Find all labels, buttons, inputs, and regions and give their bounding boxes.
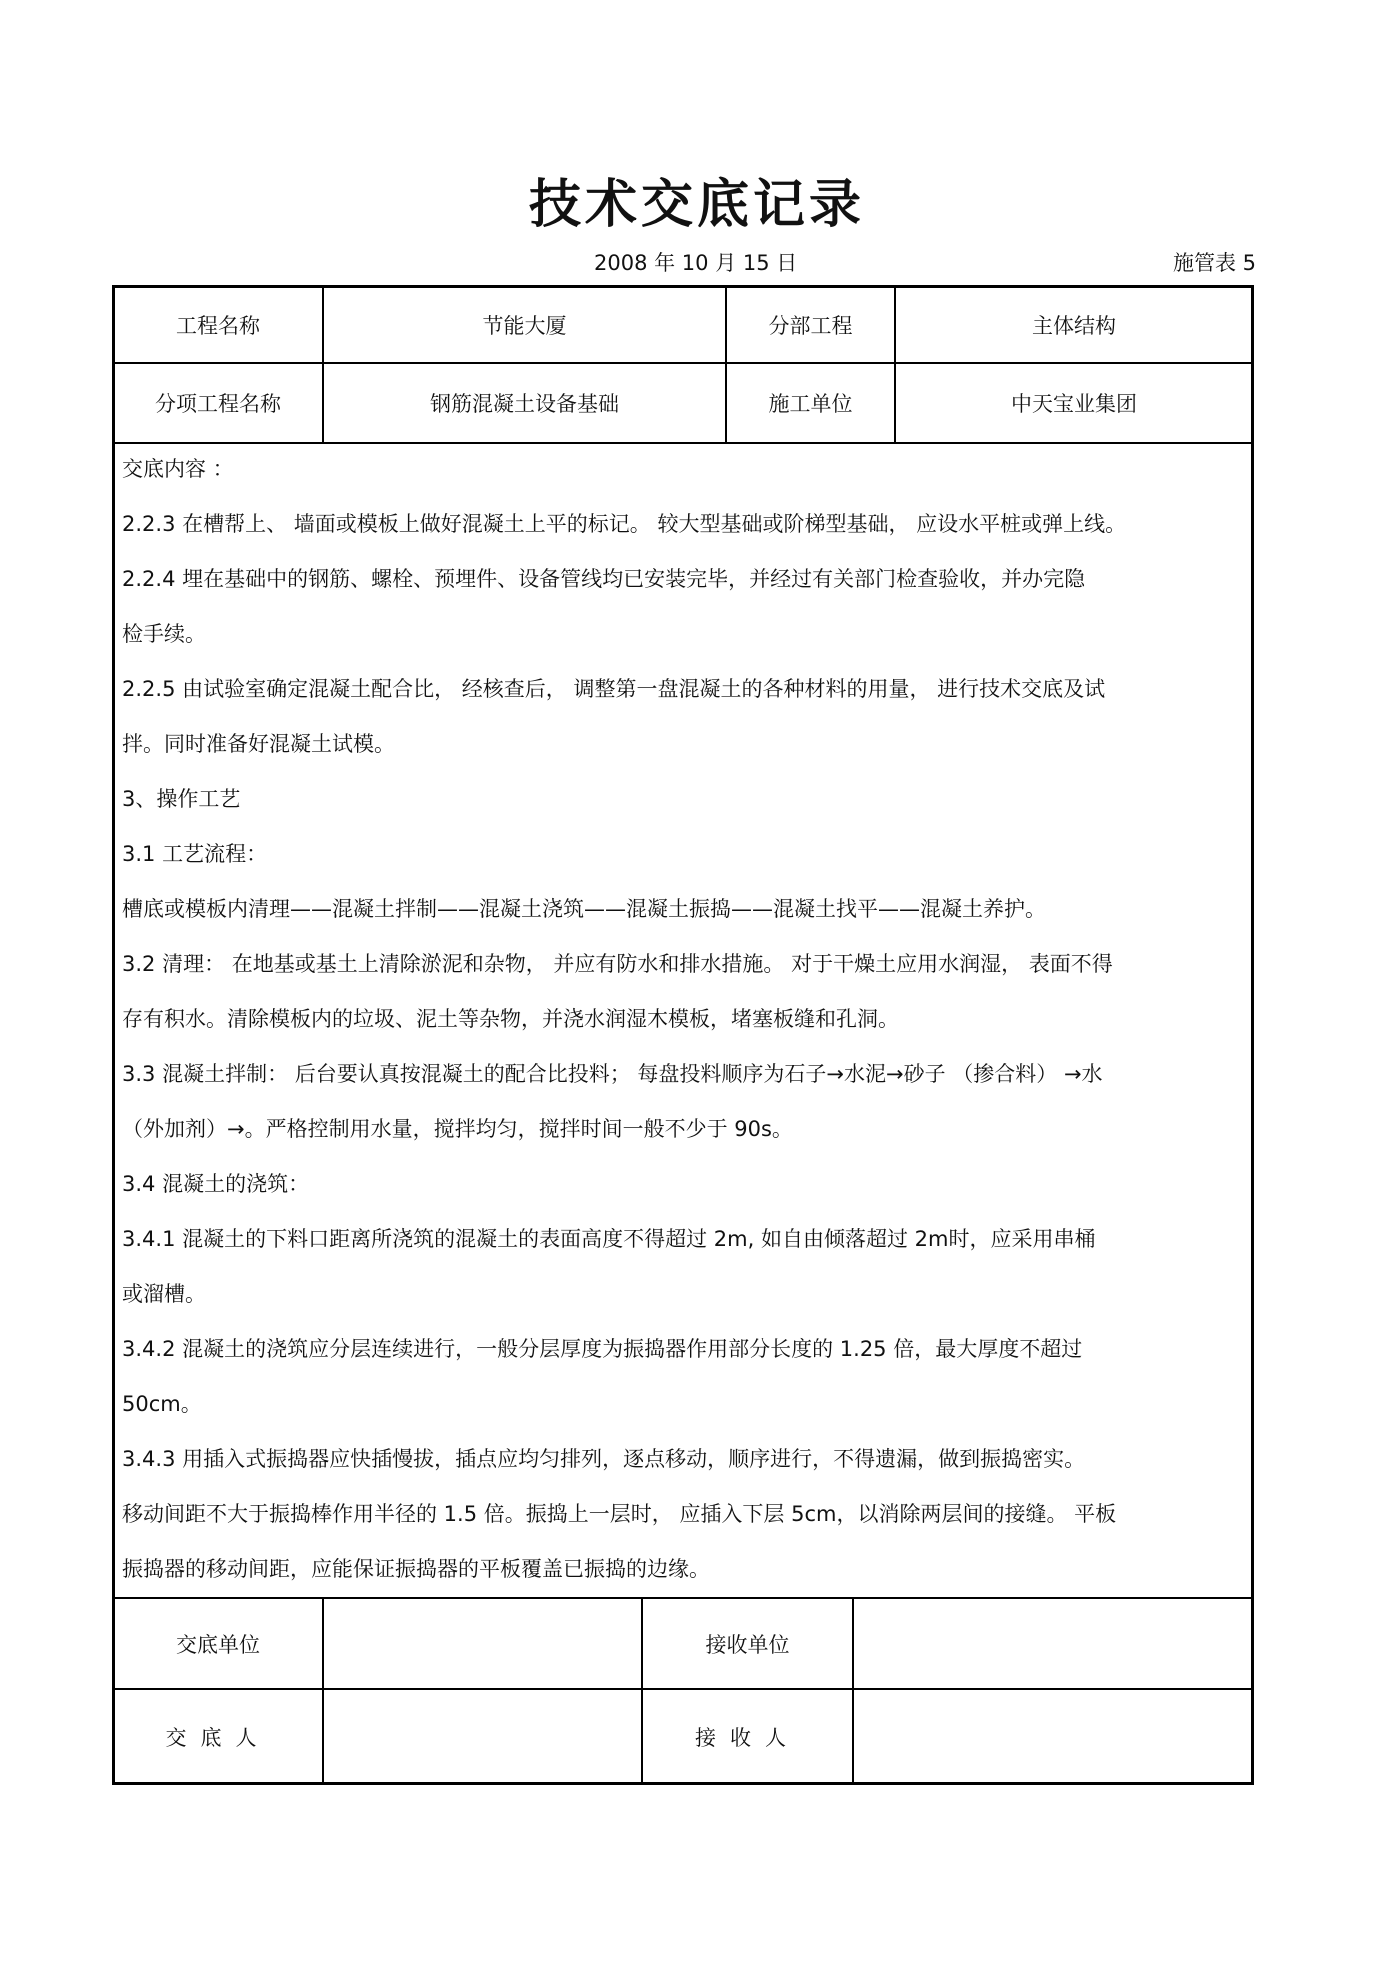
receiver-signature-field[interactable] [854,1690,1252,1783]
project-name-label: 工程名称 [176,313,260,338]
receiving-unit-field[interactable] [854,1599,1252,1688]
project-name-value: 节能大厦 [482,313,567,338]
content-line: 3.2 清理： 在地基或基土上清除淤泥和杂物， 并应有防水和排水措施。 对于干燥土应用水润湿， 表面不得 [122,952,1113,976]
content-line: 3.3 混凝土拌制： 后台要认真按混凝土的配合比投料； 每盘投料顺序为石子→水泥→砂子 （掺合料） →水 [122,1062,1103,1086]
document-title: 技术交底记录 [528,175,865,235]
content-line: 3.1 工艺流程： [122,842,268,866]
content-line: 移动间距不大于振捣棒作用半径的 1.5 倍。振捣上一层时， 应插入下层 5cm，以消除两层间的接缝。 平板 [122,1502,1117,1526]
content-line: 振捣器的移动间距，应能保证振捣器的平板覆盖已振捣的边缘。 [122,1557,710,1581]
content-line: 2.2.4 埋在基础中的钢筋、螺栓、预埋件、设备管线均已安装完毕，并经过有关部门检查验收，并办完隐 [122,567,1086,591]
content-line: 存有积水。清除模板内的垃圾、泥土等杂物，并浇水润湿木模板，堵塞板缝和孔洞。 [122,1007,899,1031]
issuer-signature-field[interactable] [324,1690,641,1783]
document-date: 2008 年 10 月 15 日 [594,251,798,275]
content-line: 3.4 混凝土的浇筑： [122,1172,310,1196]
form-number: 施管表 5 [1172,251,1256,275]
content-line: 拌。同时准备好混凝土试模。 [122,732,395,756]
content-line: 2.2.5 由试验室确定混凝土配合比， 经核查后， 调整第一盘混凝土的各种材料的用量， 进行技术交底及试 [122,677,1106,701]
contractor-label: 施工单位 [768,392,853,416]
receiver-label: 接收人 [695,1725,800,1750]
content-line: 3、操作工艺 [122,787,241,811]
content-line: 3.4.2 混凝土的浇筑应分层连续进行，一般分层厚度为振捣器作用部分长度的 1.25 倍，最大厚度不超过 [122,1337,1083,1361]
content-line: 3.4.1 混凝土的下料口距离所浇筑的混凝土的表面高度不得超过 2m, 如自由倾落超过 2m时，应采用串桶 [122,1227,1096,1251]
subitem-value: 钢筋混凝土设备基础 [430,392,619,416]
issuing-unit-field[interactable] [324,1599,641,1688]
subitem-label: 分项工程名称 [155,392,281,416]
content-line: 交底内容 ： [122,457,234,481]
receiving-unit-label: 接收单位 [705,1632,790,1657]
content-line: 2.2.3 在槽帮上、 墙面或模板上做好混凝土上平的标记。 较大型基础或阶梯型基础， 应设水平桩或弹上线。 [122,512,1127,536]
content-line: 或溜槽。 [122,1282,206,1306]
contractor-value: 中天宝业集团 [1011,392,1137,416]
content-line: 检手续。 [122,622,206,646]
row-divider [112,442,1254,444]
content-line: 50cm。 [122,1392,202,1416]
division-value: 主体结构 [1032,313,1116,338]
content-line: 3.4.3 用插入式振捣器应快插慢拔，插点应均匀排列，逐点移动，顺序进行，不得遗漏，做到振捣密实。 [122,1447,1086,1471]
division-label: 分部工程 [768,313,853,338]
issuing-unit-label: 交底单位 [176,1632,260,1657]
content-line: 槽底或模板内清理——混凝土拌制——混凝土浇筑——混凝土振捣——混凝土找平——混凝土养护。 [122,897,1046,921]
content-line: （外加剂）→。严格控制用水量，搅拌均匀，搅拌时间一般不少于 90s。 [122,1117,793,1141]
issuer-label: 交底人 [165,1725,271,1750]
